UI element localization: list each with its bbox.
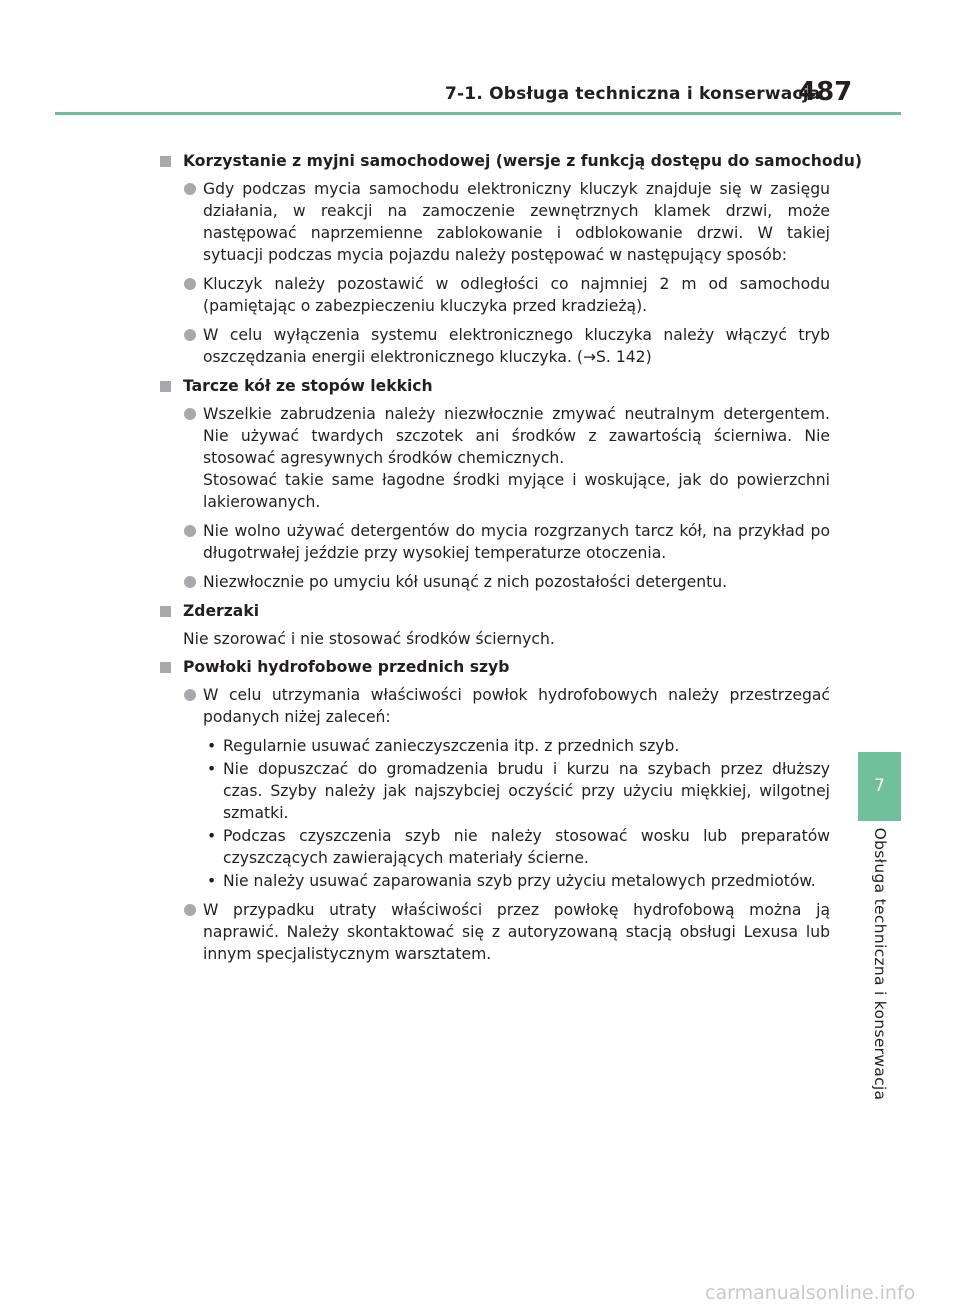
- bullet-text: W celu wyłączenia systemu elektronicznego kluczyka należy włączyć tryb oszczędzania energii elektronicznego kluczyka. (→S. 142): [203, 326, 830, 366]
- section-heading: [160, 150, 862, 172]
- list-item: [160, 403, 830, 513]
- section-alloy-wheels: [160, 375, 830, 593]
- sub-list-item: • Podczas czyszczenia szyb nie należy stosować wosku lub preparatów czyszczących zawierających materiały ścierne.: [203, 825, 830, 869]
- section-car-wash: [160, 150, 862, 368]
- sub-list: [203, 735, 830, 892]
- chapter-side-label: [858, 821, 901, 1106]
- bullet-text: Gdy podczas mycia samochodu elektroniczny kluczyk znajduje się w zasięgu działania, w reakcji na zamoczenie zewnętrznych klamek drzwi, może następować naprzemienne zablokowanie i odblokowanie drzwi. W takiej sytuacji podczas mycia pojazdu należy postępować w następujący sposób:: [203, 180, 830, 264]
- sub-list-item: • Nie należy usuwać zaparowania szyb przy użyciu metalowych przedmiotów.: [203, 870, 830, 892]
- section-heading-text: Tarcze kół ze stopów lekkich: [183, 377, 433, 395]
- list-item: [160, 324, 830, 368]
- header-divider: [55, 112, 901, 115]
- circle-bullet-icon: [184, 329, 196, 341]
- bullet-text: Kluczyk należy pozostawić w odległości co najmniej 2 m od samochodu (pamiętając o zabezpieczeniu kluczyka przed kradzieżą).: [203, 275, 830, 315]
- square-marker-icon: [160, 156, 171, 167]
- bullet-text: Niezwłocznie po umyciu kół usunąć z nich pozostałości detergentu.: [203, 573, 728, 591]
- bullet-text: W celu utrzymania właściwości powłok hydrofobowych należy przestrzegać podanych niżej zaleceń:: [203, 686, 830, 726]
- section-heading: [160, 600, 830, 622]
- page-content: [160, 150, 862, 972]
- bullet-text: Nie wolno używać detergentów do mycia rozgrzanych tarcz kół, na przykład po długotrwałej jeździe przy wysokiej temperaturze otoczenia.: [203, 522, 830, 562]
- list-item: [160, 273, 830, 317]
- watermark: carmanualsonline.info: [705, 1282, 916, 1304]
- circle-bullet-icon: [184, 183, 196, 195]
- section-heading: [160, 656, 830, 678]
- list-item: [160, 571, 830, 593]
- section-heading-text: Zderzaki: [183, 602, 260, 620]
- circle-bullet-icon: [184, 408, 196, 420]
- section-heading: [160, 375, 830, 397]
- list-item: [160, 899, 830, 965]
- sub-list-item: • Nie dopuszczać do gromadzenia brudu i kurzu na szybach przez dłuższy czas. Szyby należy jak najszybciej oczyścić przy użyciu miękkiej, wilgotnej szmatki.: [203, 758, 830, 824]
- circle-bullet-icon: [184, 576, 196, 588]
- chapter-tab-number: 7: [874, 776, 885, 796]
- list-item: [160, 178, 830, 266]
- square-marker-icon: [160, 606, 171, 617]
- chapter-side-label-text: Obsługa techniczna i konserwacja: [870, 827, 889, 1100]
- circle-bullet-icon: [184, 278, 196, 290]
- page-number: 487: [798, 77, 853, 107]
- chapter-title: 7-1. Obsługa techniczna i konserwacja: [445, 84, 821, 104]
- circle-bullet-icon: [184, 689, 196, 701]
- bullet-text: W przypadku utraty właściwości przez powłokę hydrofobową można ją naprawić. Należy skontaktować się z autoryzowaną stacją obsługi Lexusa lub innym specjalistycznym warsztatem.: [203, 901, 830, 963]
- bullet-text: Wszelkie zabrudzenia należy niezwłocznie zmywać neutralnym detergentem. Nie używać twardych szczotek ani środków z zawartością ścierniwa. Nie stosować agresywnych środków chemicznych.: [203, 405, 830, 467]
- circle-bullet-icon: [184, 525, 196, 537]
- section-heading-text: Korzystanie z myjni samochodowej (wersje z funkcją dostępu do samochodu): [183, 152, 862, 170]
- list-item: [160, 684, 830, 728]
- chapter-tab: [858, 752, 901, 821]
- section-bumpers: [160, 600, 830, 650]
- section-text: Nie szorować i nie stosować środków ściernych.: [183, 630, 555, 648]
- bullet-text: Stosować takie same łagodne środki myjące i woskujące, jak do powierzchni lakierowanych.: [203, 471, 830, 511]
- square-marker-icon: [160, 662, 171, 673]
- sub-list-item: • Regularnie usuwać zanieczyszczenia itp. z przednich szyb.: [203, 735, 830, 757]
- square-marker-icon: [160, 381, 171, 392]
- section-hydrophobic-coating: [160, 656, 830, 965]
- circle-bullet-icon: [184, 904, 196, 916]
- list-item: [160, 520, 830, 564]
- section-heading-text: Powłoki hydrofobowe przednich szyb: [183, 658, 510, 676]
